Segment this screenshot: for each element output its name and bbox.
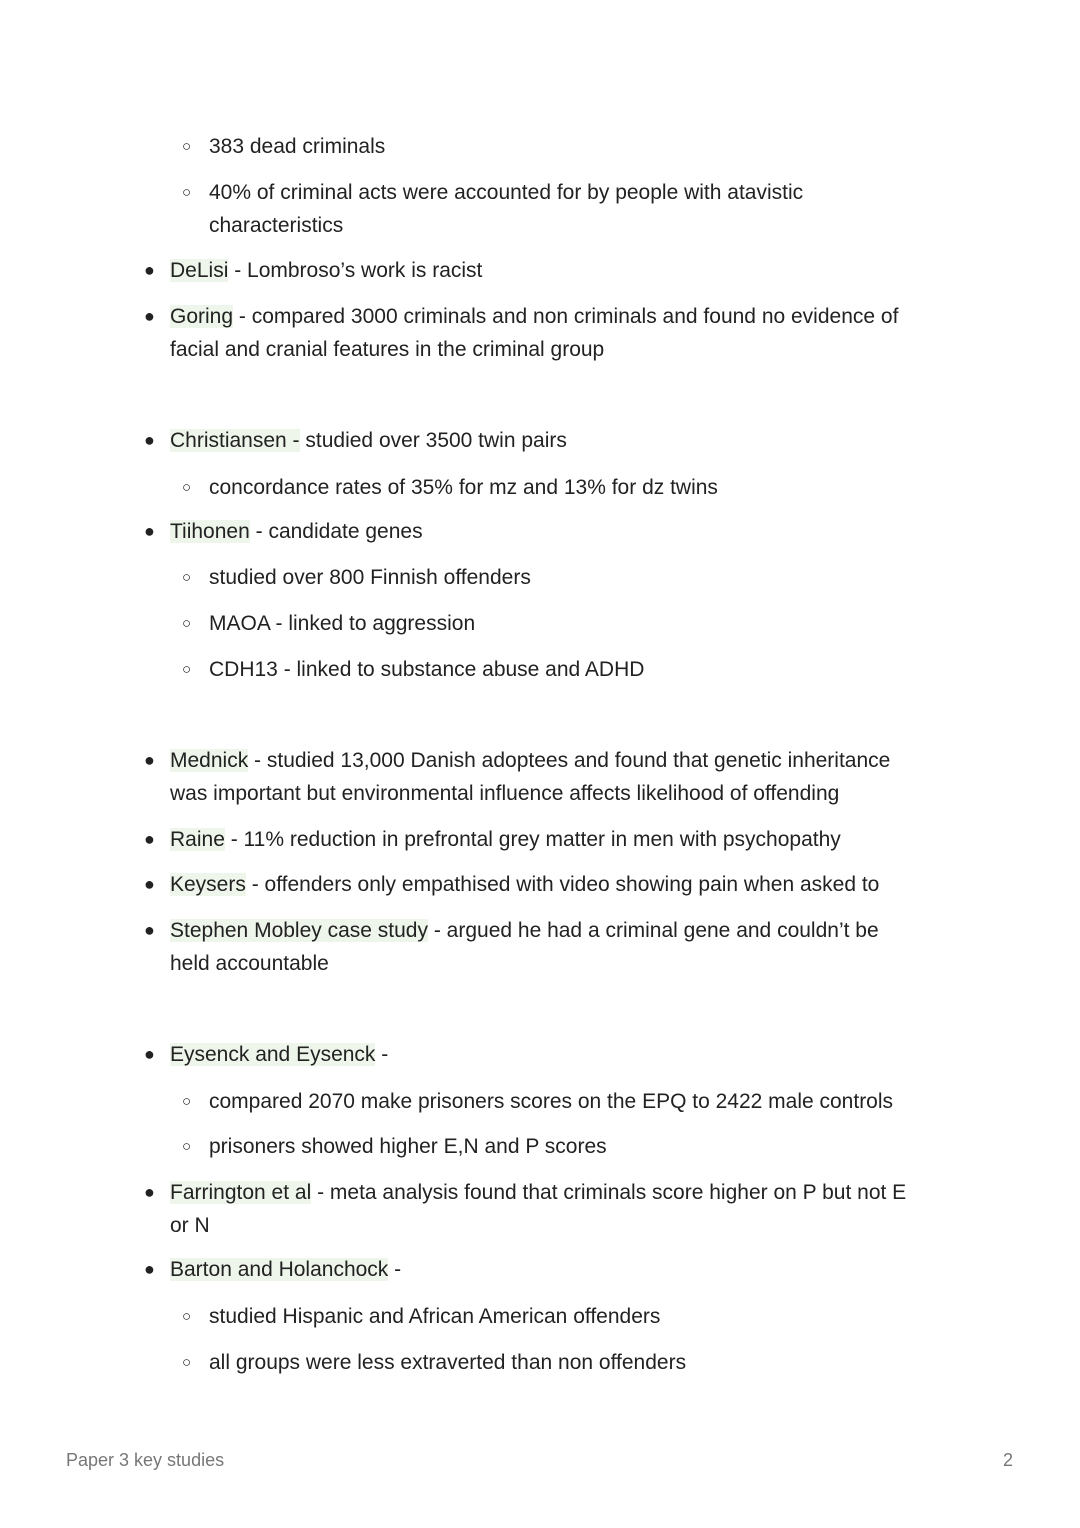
- list-item: Christiansen - studied over 3500 twin pairs: [170, 429, 567, 452]
- hollow-bullet-icon: ○: [182, 1354, 192, 1371]
- footer-title: Paper 3 key studies: [66, 1450, 225, 1470]
- study-name: Barton and Holanchock: [170, 1258, 389, 1281]
- list-item: 383 dead criminals: [209, 135, 386, 158]
- bullet-icon: ●: [144, 1182, 155, 1202]
- hollow-bullet-icon: ○: [182, 184, 192, 201]
- list-item: Barton and Holanchock -: [170, 1258, 402, 1281]
- list-item: Keysers - offenders only empathised with video showing pain when asked to: [170, 873, 880, 896]
- hollow-bullet-icon: ○: [182, 479, 192, 496]
- list-item-continuation: or N: [170, 1214, 210, 1237]
- list-item-continuation: facial and cranial features in the criminal group: [170, 338, 605, 361]
- hollow-bullet-icon: ○: [182, 1308, 192, 1325]
- bullet-icon: ●: [144, 874, 155, 894]
- study-name: Stephen Mobley case study: [170, 919, 428, 942]
- list-item-continuation: held accountable: [170, 952, 329, 975]
- list-item: 40% of criminal acts were accounted for by people with atavistic: [209, 181, 804, 204]
- list-item: Eysenck and Eysenck -: [170, 1043, 389, 1066]
- study-name: Goring: [170, 305, 234, 328]
- list-item: studied over 800 Finnish offenders: [209, 566, 531, 589]
- hollow-bullet-icon: ○: [182, 1093, 192, 1110]
- list-item: all groups were less extraverted than non offenders: [209, 1351, 687, 1374]
- bullet-icon: ●: [144, 750, 155, 770]
- list-item: CDH13 - linked to substance abuse and ADHD: [209, 658, 645, 681]
- list-item: Raine - 11% reduction in prefrontal grey matter in men with psychopathy: [170, 828, 841, 851]
- list-item: compared 2070 make prisoners scores on the EPQ to 2422 male controls: [209, 1090, 894, 1113]
- study-name: Keysers: [170, 873, 246, 896]
- study-name: Mednick: [170, 749, 249, 772]
- list-item: Goring - compared 3000 criminals and non criminals and found no evidence of: [170, 305, 899, 328]
- list-item: Farrington et al - meta analysis found that criminals score higher on P but not E: [170, 1181, 907, 1204]
- hollow-bullet-icon: ○: [182, 661, 192, 678]
- study-name: Tiihonen: [170, 520, 250, 543]
- hollow-bullet-icon: ○: [182, 615, 192, 632]
- bullet-icon: ●: [144, 306, 155, 326]
- list-item: prisoners showed higher E,N and P scores: [209, 1135, 607, 1158]
- hollow-bullet-icon: ○: [182, 569, 192, 586]
- list-item-continuation: characteristics: [209, 214, 344, 237]
- study-name: DeLisi: [170, 259, 229, 282]
- hollow-bullet-icon: ○: [182, 138, 192, 155]
- list-item: MAOA - linked to aggression: [209, 612, 476, 635]
- study-name: Eysenck and Eysenck: [170, 1043, 376, 1066]
- bullet-icon: ●: [144, 1259, 155, 1279]
- list-item: studied Hispanic and African American offenders: [209, 1305, 661, 1328]
- list-item: Tiihonen - candidate genes: [170, 520, 423, 543]
- list-item-continuation: was important but environmental influence affects likelihood of offending: [170, 782, 840, 805]
- list-item: DeLisi - Lombroso’s work is racist: [170, 259, 483, 282]
- bullet-icon: ●: [144, 920, 155, 940]
- list-item: concordance rates of 35% for mz and 13% for dz twins: [209, 476, 718, 499]
- list-item: Mednick - studied 13,000 Danish adoptees and found that genetic inheritance: [170, 749, 891, 772]
- study-name: Farrington et al: [170, 1181, 312, 1204]
- hollow-bullet-icon: ○: [182, 1138, 192, 1155]
- bullet-icon: ●: [144, 1044, 155, 1064]
- list-item: Stephen Mobley case study - argued he had a criminal gene and couldn’t be: [170, 919, 879, 942]
- bullet-icon: ●: [144, 521, 155, 541]
- bullet-icon: ●: [144, 829, 155, 849]
- page-number: 2: [1003, 1450, 1014, 1470]
- bullet-icon: ●: [144, 260, 155, 280]
- study-name: Christiansen -: [170, 429, 300, 452]
- study-name: Raine: [170, 828, 225, 851]
- bullet-icon: ●: [144, 430, 155, 450]
